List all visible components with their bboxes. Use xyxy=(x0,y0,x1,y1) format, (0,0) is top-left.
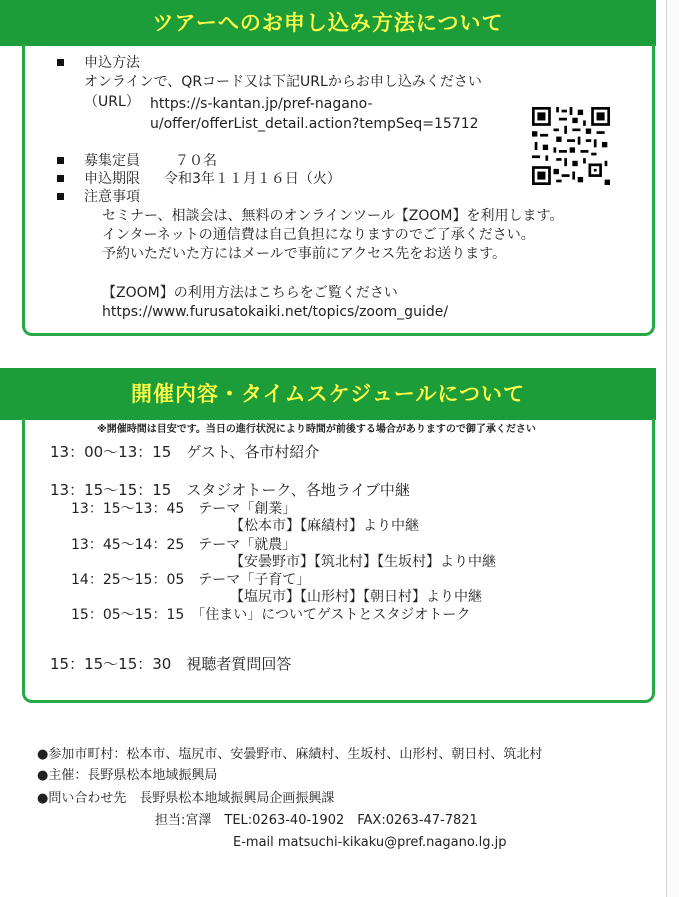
url-label: （URL） xyxy=(84,94,140,110)
page-right-edge xyxy=(666,0,679,897)
schedule-item: 13：00～13：15 ゲスト、各市村紹介 xyxy=(50,443,320,461)
schedule-subitem: 13：45～14：25 テーマ「就農」 xyxy=(71,537,297,553)
zoom-guide-url[interactable]: https://www.furusatokaiki.net/topics/zoom_guide/ xyxy=(102,304,449,320)
contact-person: 担当:宮澤 TEL:0263-40-1902 FAX:0263-47-7821 xyxy=(155,813,478,828)
url-line-2[interactable]: u/offer/offerList_detail.action?tempSeq=15712 xyxy=(150,116,479,132)
bullet-square-icon xyxy=(57,193,64,200)
bullet-square-icon xyxy=(57,157,64,164)
organizer: ●主催：長野県松本地域振興局 xyxy=(37,768,218,783)
municipalities: ●参加市町村：松本市、塩尻市、安曇野市、麻績村、生坂村、山形村、朝日村、筑北村 xyxy=(37,747,543,762)
schedule-subitem: 15：05～15：15 「住まい」についてゲストとスタジオトーク xyxy=(71,607,471,623)
note-line: セミナー、相談会は、無料のオンラインツール【ZOOM】を利用します。 xyxy=(102,208,564,224)
contact: ●問い合わせ先 長野県松本地域振興局企画振興課 xyxy=(37,791,335,806)
zoom-guide-text: 【ZOOM】の利用方法はこちらをご覧ください xyxy=(102,285,398,301)
url-line-1[interactable]: https://s-kantan.jp/pref-nagano- xyxy=(150,96,373,112)
contact-email[interactable]: E-mail matsuchi-kikaku@pref.nagano.lg.jp xyxy=(233,835,507,850)
schedule-relay: 【安曇野市】【筑北村】【生坂村】より中継 xyxy=(230,554,496,570)
note-line: インターネットの通信費は自己負担になりますのでご了承ください。 xyxy=(102,227,535,243)
schedule-note: ※開催時間は目安です。当日の進行状況により時間が前後する場合がありますので御了承ください xyxy=(97,424,536,435)
notes-label: 注意事項 xyxy=(84,189,140,205)
bullet-square-icon xyxy=(57,175,64,182)
schedule-banner: 開催内容・タイムスケジュールについて xyxy=(0,368,656,420)
deadline-value: 令和3年１１月１６日（火） xyxy=(164,171,341,187)
method-text: オンラインで、QRコード又は下記URLからお申し込みください xyxy=(84,74,482,90)
apply-banner: ツアーへのお申し込み方法について xyxy=(0,0,656,46)
schedule-item: 15：15～15：30 視聴者質問回答 xyxy=(50,655,292,673)
schedule-subitem: 14：25～15：05 テーマ「子育て」 xyxy=(71,572,311,588)
bullet-square-icon xyxy=(57,59,64,66)
qr-code-icon[interactable] xyxy=(532,107,610,185)
schedule-relay: 【塩尻市】【山形村】【朝日村】より中継 xyxy=(230,589,482,605)
schedule-item: 13：15～15：15 スタジオトーク、各地ライブ中継 xyxy=(50,481,410,499)
deadline-label: 申込期限 xyxy=(84,171,140,187)
schedule-subitem: 13：15～13：45 テーマ「創業」 xyxy=(71,501,297,517)
note-line: 予約いただいた方にはメールで事前にアクセス先をお送ります。 xyxy=(102,246,507,262)
capacity-label: 募集定員 xyxy=(84,153,140,169)
capacity-value: ７０名 xyxy=(175,153,217,169)
method-label: 申込方法 xyxy=(84,55,140,71)
schedule-relay: 【松本市】【麻績村】より中継 xyxy=(230,518,419,534)
